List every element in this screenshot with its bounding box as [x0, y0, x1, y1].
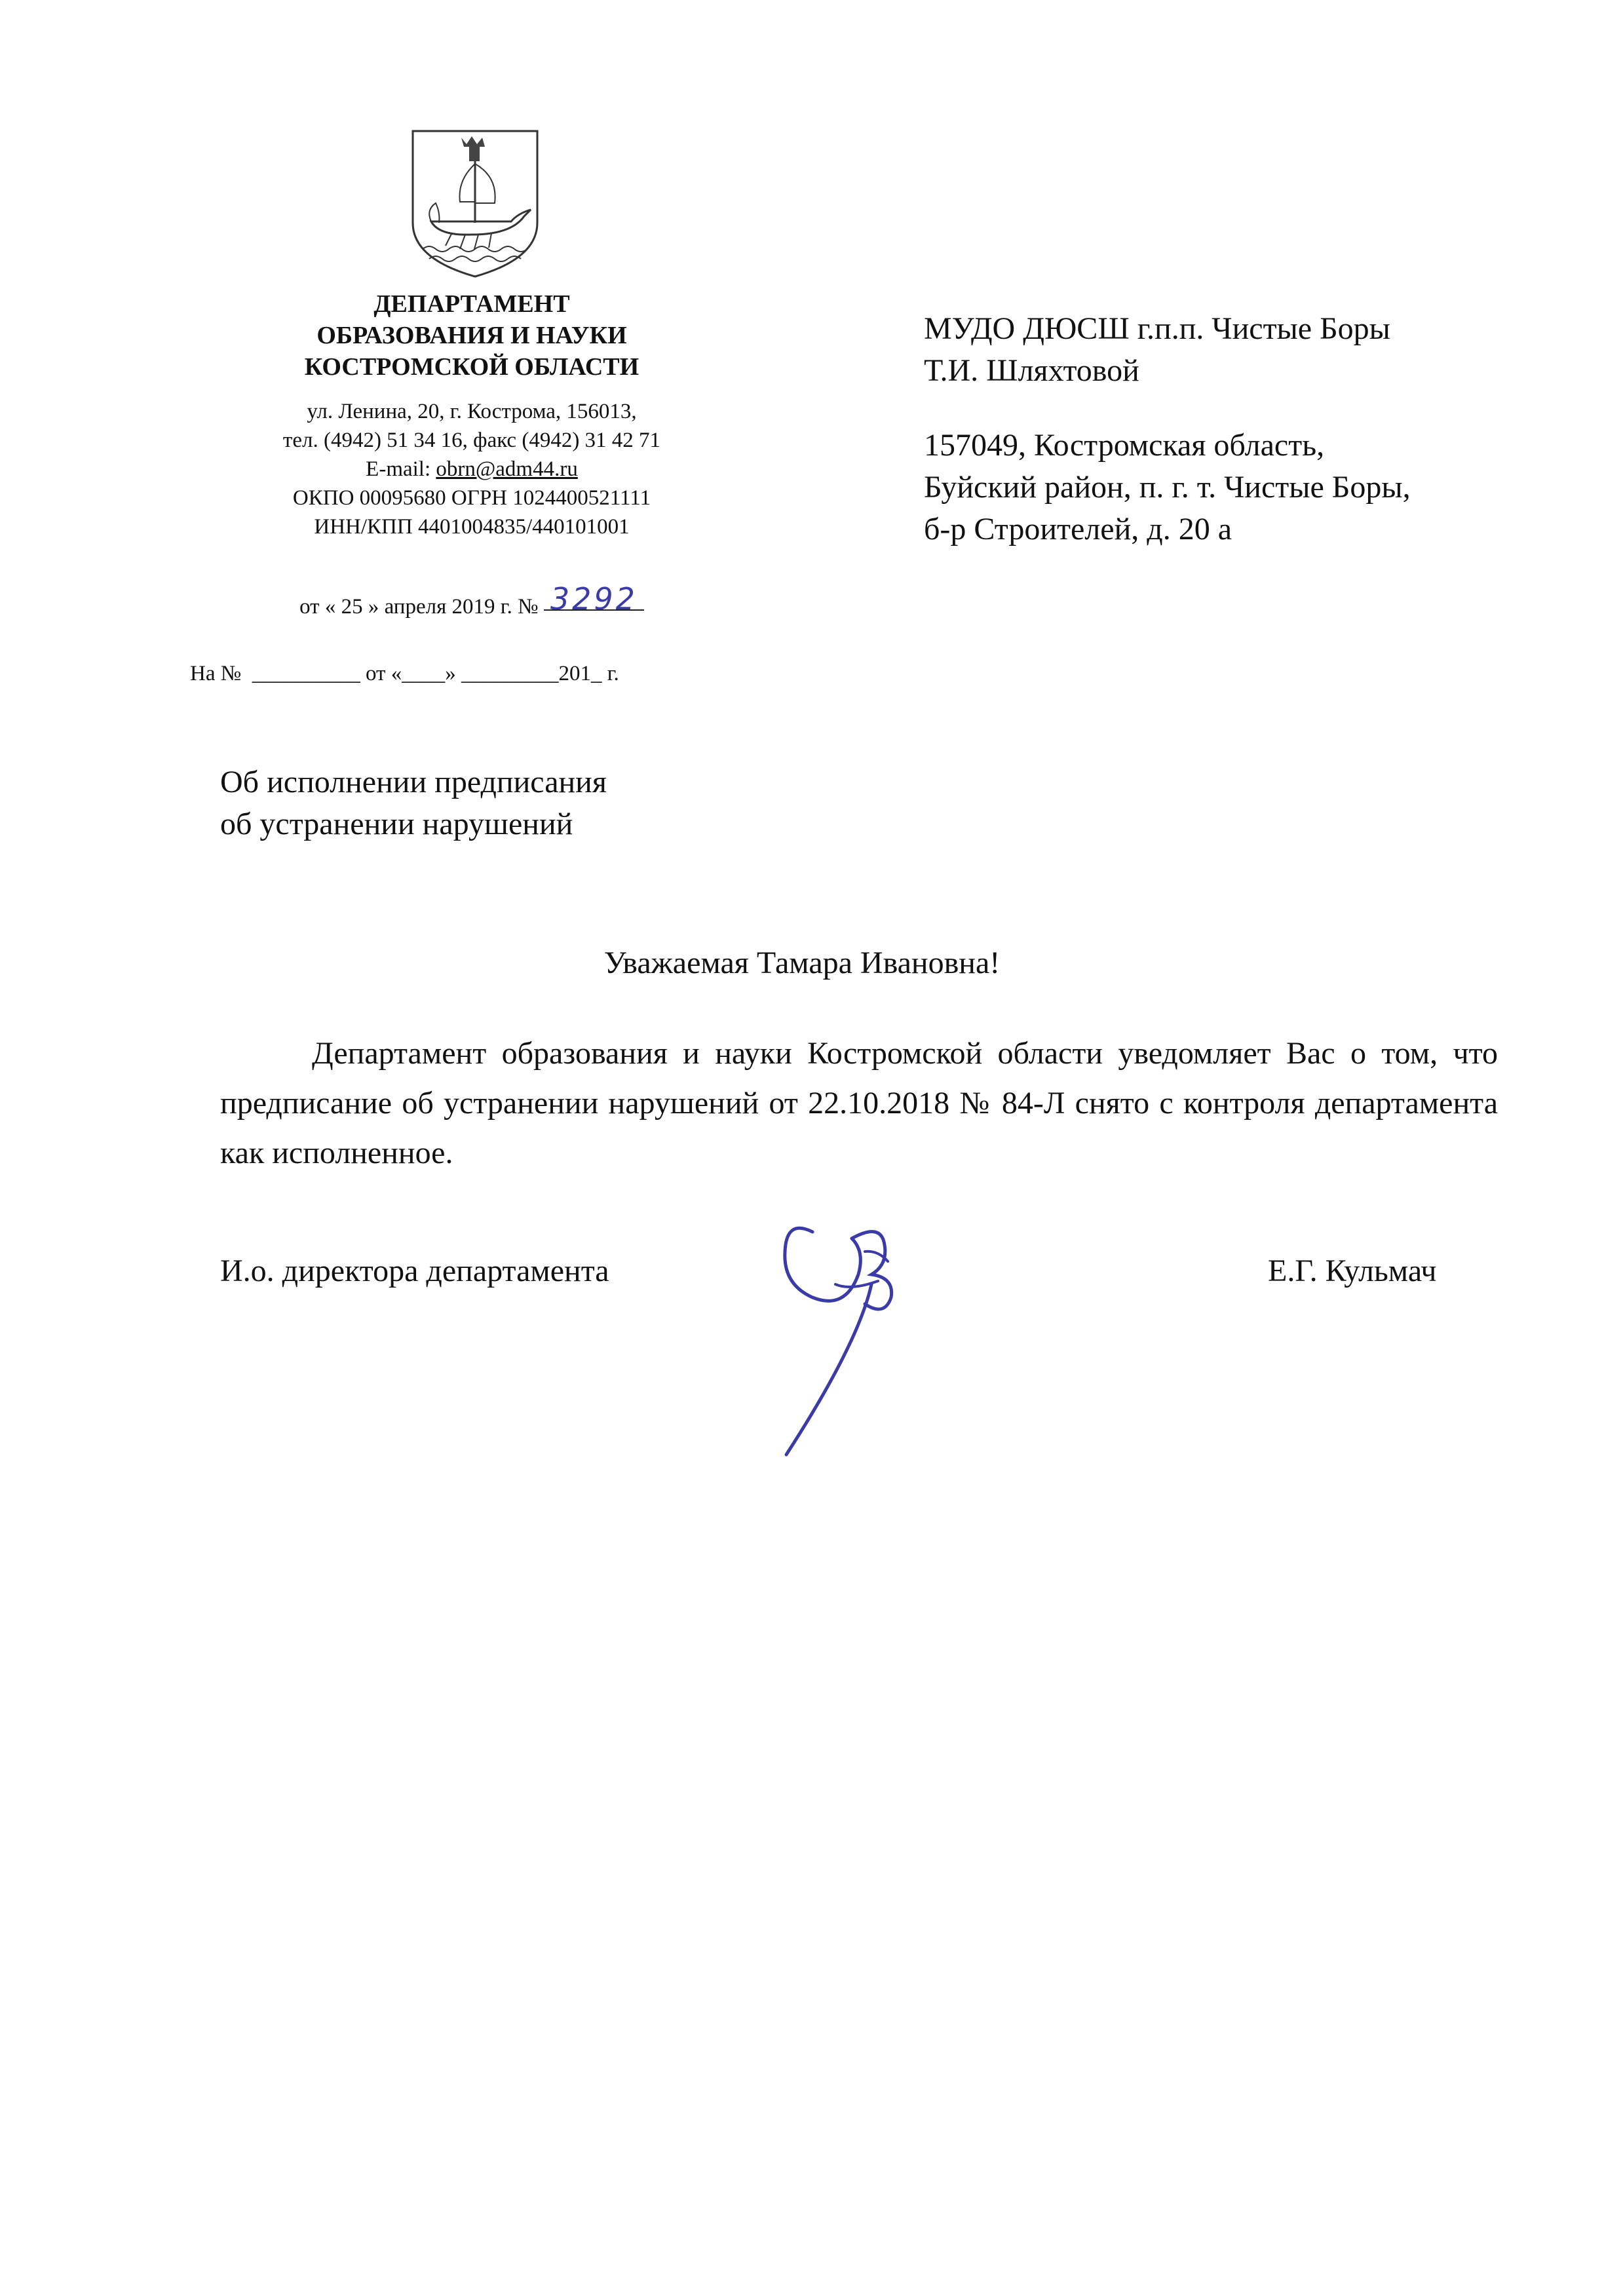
department-title-line-1: ДЕПАРТАМЕНТ [373, 290, 570, 318]
recipient-organization: МУДО ДЮСШ г.п.п. Чистые Боры [924, 311, 1390, 346]
outgoing-date-line [183, 581, 760, 621]
reference-line: На № __________ от «____» _________201_ г. [190, 662, 619, 685]
outgoing-number: 3292 [544, 584, 644, 613]
recipient-address-line-1: 157049, Костромская область, [924, 428, 1325, 463]
subject-line-1: Об исполнении предписания [220, 765, 607, 799]
signer-position: И.о. директора департамента [220, 1253, 609, 1288]
department-title [183, 288, 760, 383]
coat-of-arms-icon [406, 124, 544, 282]
subject-line-2: об устранении нарушений [220, 807, 573, 841]
letter-subject [220, 761, 607, 845]
recipient-block [924, 308, 1411, 550]
signer-name: Е.Г. Кульмач [1268, 1253, 1437, 1288]
letter-body: Департамент образования и науки Костромской области уведомляет Вас о том, что предписание об устранении нарушений от 22.10.2018 № 84-Л снято с контроля департамента как исполненное. [220, 1036, 1498, 1170]
department-address: ул. Ленина, 20, г. Кострома, 156013, [307, 400, 637, 423]
department-contact-info [183, 397, 760, 541]
recipient-person: Т.И. Шляхтовой [924, 353, 1139, 388]
department-title-line-2: ОБРАЗОВАНИЯ И НАУКИ [316, 322, 627, 349]
department-title-line-3: КОСТРОМСКОЙ ОБЛАСТИ [304, 353, 640, 381]
outgoing-date: от « 25 » апреля 2019 г. № [299, 595, 539, 619]
handwritten-signature-icon [773, 1212, 944, 1461]
email-label: E-mail: [366, 457, 436, 481]
recipient-address-line-3: б-р Строителей, д. 20 а [924, 512, 1232, 546]
recipient-address-line-2: Буйский район, п. г. т. Чистые Боры, [924, 470, 1411, 505]
email-link[interactable]: obrn@adm44.ru [436, 457, 578, 481]
department-okpo-ogrn: ОКПО 00095680 ОГРН 1024400521111 [292, 486, 651, 510]
department-phone: тел. (4942) 51 34 16, факс (4942) 31 42 71 [282, 429, 661, 452]
department-email-row [183, 455, 760, 484]
department-inn-kpp: ИНН/КПП 4401004835/440101001 [314, 515, 630, 539]
letter-greeting: Уважаемая Тамара Ивановна! [603, 946, 1001, 980]
